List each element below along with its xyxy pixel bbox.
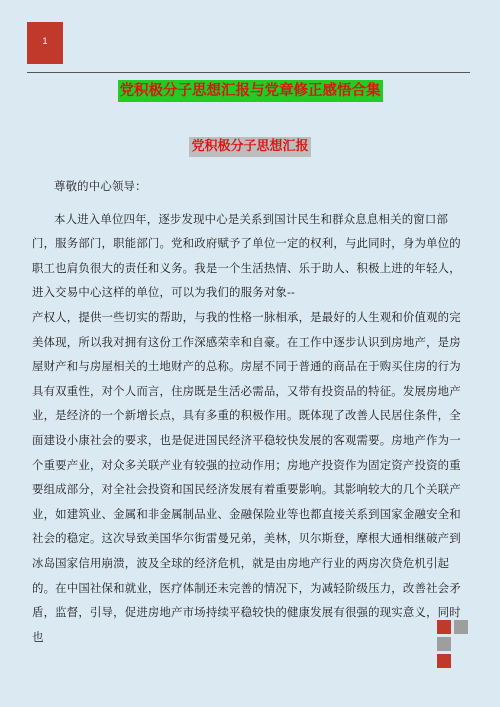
section-subtitle: 党积极分子思想汇报 bbox=[189, 137, 310, 157]
body-paragraph-1: 本人进入单位四年，逐步发现中心是关系到国计民生和群众息息相关的窗口部门，服务部门，职能部门。党和政府赋予了单位一定的权利，与此同时，身为单位的职工也肩负很大的责任和义务。我是一个生活热情、乐于助人、积极上进的年轻人，进入交易中心这样的单位，可以为我们的服务对象-- bbox=[32, 211, 461, 300]
header-divider bbox=[27, 72, 470, 73]
body-paragraph-2: 产权人，提供一些切实的帮助，与我的性格一脉相承，是最好的人生观和价值观的完美体现，所以我对拥有这份工作深感荣幸和自豪。在工作中逐步认识到房地产，是房屋财产和与房屋相关的土地财产的总称。房屋不同于普通的商品在于购买住房的行为具有双重性，对个人而言，住房既是生活必需品，又带有投资品的特征。发展房地产业，是经济的一个新增长点，具有多重的积极作用。既体现了改善人民居住条件，全面建设小康社会的要求，也是促进国民经济平稳较快发展的客观需要。房地产作为一个重要产业，对众多关联产业有较强的拉动作用；房地产投资作为固定资产投资的重要组成部分，对全社会投资和国民经济发展有着重要影响。其影响较大的几个关联产业，如建筑业、金属和非金属制品业、金融保险业等也都直接关系到国家金融安全和社会的稳定。这次导致美国华尔街雷曼兄弟，美林，贝尔斯登，摩根大通相继破产到冰岛国家信用崩溃，波及全球的经济危机，就是由房地产行业的两房次贷危机引起的。在中国社保和就业，医疗体制还未完善的情况下，为减轻阶级压力，改善社会矛盾，监督，引导，促进房地产市场持续平稳较快的健康发展有很强的现实意义，同时也 bbox=[32, 309, 461, 644]
decor-square-gray bbox=[437, 637, 451, 651]
decor-square-gray bbox=[454, 620, 468, 634]
page-number-badge bbox=[27, 22, 63, 64]
greeting-line: 尊敬的中心领导： bbox=[54, 179, 147, 193]
document-body bbox=[32, 152, 470, 649]
title-container bbox=[0, 80, 500, 102]
document-title: 党积极分子思想汇报与党章修正感悟合集 bbox=[118, 80, 383, 102]
page-number: 1 bbox=[42, 36, 48, 46]
decor-square-red bbox=[437, 620, 451, 634]
decor-square-red bbox=[437, 654, 451, 668]
